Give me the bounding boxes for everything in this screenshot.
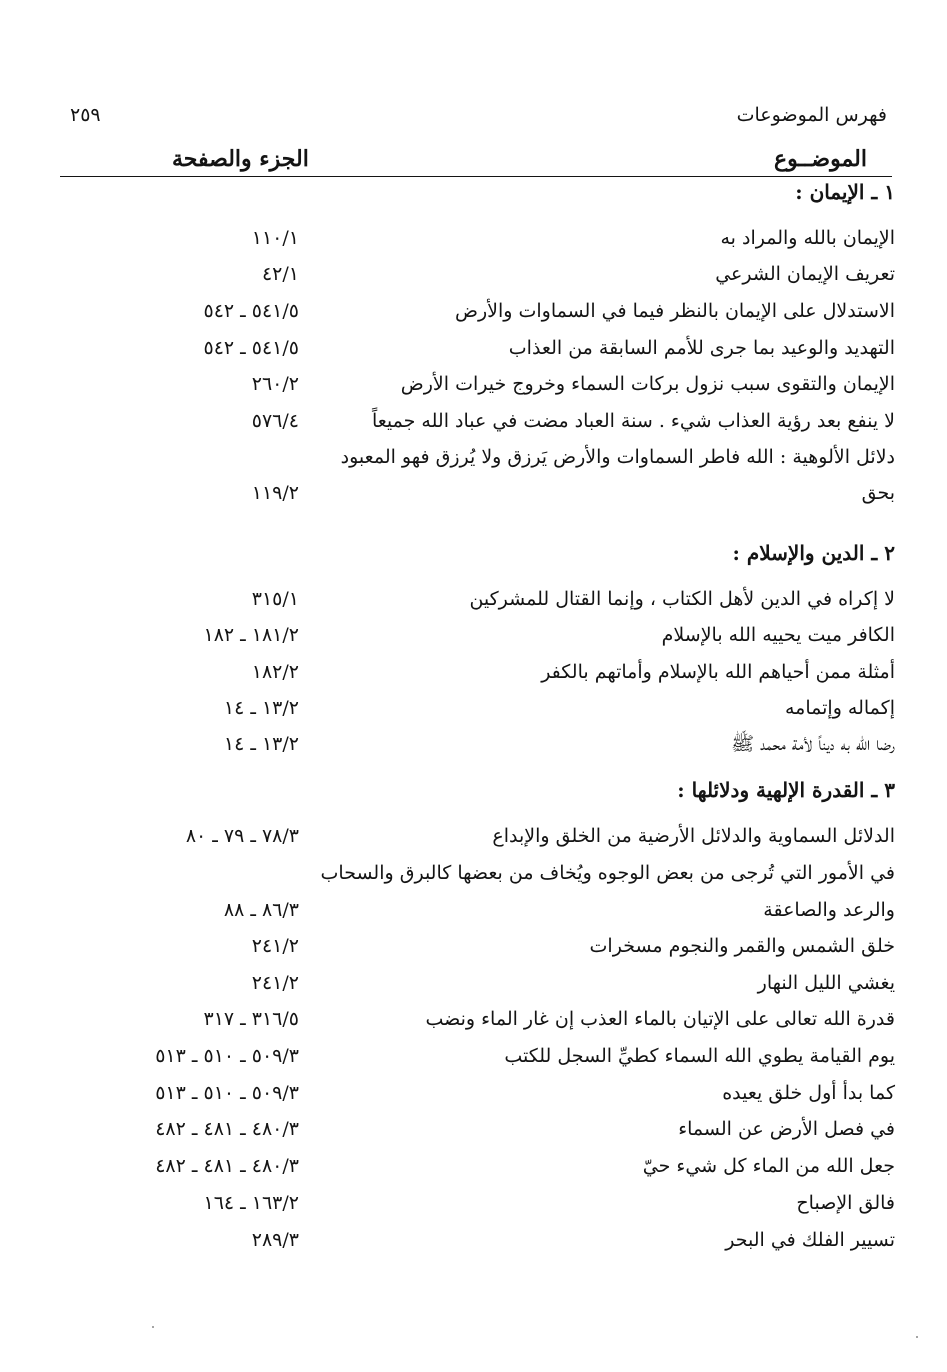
section-heading bbox=[0, 537, 947, 569]
entry-reference: ٤٨٠/٣ ـ ٤٨١ ـ ٤٨٢ bbox=[155, 1118, 299, 1140]
entry-topic: لا إكراه في الدين لأهل الكتاب ، وإنما القتال للمشركين bbox=[469, 588, 895, 610]
entry-reference: ٥٤١/٥ ـ ٥٤٢ bbox=[203, 337, 299, 359]
index-row bbox=[0, 477, 947, 509]
entry-topic: رضا الله به ديناً لأمة محمد ﷺ bbox=[731, 733, 895, 755]
section-title: ٣ ـ القدرة الإلهية ودلائلها : bbox=[677, 778, 895, 802]
index-row bbox=[0, 894, 947, 926]
entry-topic: يوم القيامة يطوي الله السماء كطيِّ السجل للكتب bbox=[504, 1045, 895, 1067]
entry-reference: ٥٠٩/٣ ـ ٥١٠ ـ ٥١٣ bbox=[155, 1082, 299, 1104]
index-row bbox=[0, 619, 947, 651]
entry-reference: ١٣/٢ ـ ١٤ bbox=[223, 697, 299, 719]
entry-topic: لا ينفع بعد رؤية العذاب شيء . سنة العباد مضت في عباد الله جميعاً bbox=[371, 410, 895, 432]
entry-topic: الإيمان بالله والمراد به bbox=[720, 227, 895, 249]
entry-topic: فالق الإصباح bbox=[796, 1192, 895, 1214]
running-title: فهرس الموضوعات bbox=[736, 104, 887, 126]
entry-reference: ٢٤١/٢ bbox=[251, 972, 299, 994]
scan-speck bbox=[916, 1336, 918, 1338]
entry-topic: بحق bbox=[861, 482, 895, 504]
entry-topic: الإيمان والتقوى سبب نزول بركات السماء وخروج خيرات الأرض bbox=[400, 373, 895, 395]
scan-speck bbox=[152, 1326, 154, 1328]
entry-topic: خلق الشمس والقمر والنجوم مسخرات bbox=[589, 935, 895, 957]
index-row bbox=[0, 692, 947, 724]
index-row bbox=[0, 583, 947, 615]
section-title: ١ ـ الإيمان : bbox=[795, 180, 895, 204]
index-row bbox=[0, 1077, 947, 1109]
index-row bbox=[0, 332, 947, 364]
entry-reference: ٧٨/٣ ـ ٧٩ ـ ٨٠ bbox=[185, 825, 299, 847]
entry-reference: ١١٩/٢ bbox=[251, 482, 299, 504]
column-header-topic: الموضــوع bbox=[774, 146, 867, 172]
index-row bbox=[0, 1113, 947, 1145]
entry-reference: ٥٧٦/٤ bbox=[251, 410, 299, 432]
entry-topic: أمثلة ممن أحياهم الله بالإسلام وأماتهم بالكفر bbox=[541, 661, 895, 683]
entry-topic: التهديد والوعيد بما جرى للأمم السابقة من العذاب bbox=[508, 337, 895, 359]
entry-topic: كما بدأ أول خلق يعيده bbox=[722, 1082, 895, 1104]
column-header-reference: الجزء والصفحة bbox=[172, 146, 309, 172]
index-row bbox=[0, 728, 947, 760]
index-row bbox=[0, 656, 947, 688]
index-row bbox=[0, 967, 947, 999]
entry-reference: ١٦٣/٢ ـ ١٦٤ bbox=[203, 1192, 299, 1214]
index-row bbox=[0, 295, 947, 327]
entry-topic: يغشي الليل النهار bbox=[757, 972, 895, 994]
entry-topic: إكماله وإتمامه bbox=[785, 697, 895, 719]
entry-reference: ٤٨٠/٣ ـ ٤٨١ ـ ٤٨٢ bbox=[155, 1155, 299, 1177]
entry-topic: في فصل الأرض عن السماء bbox=[678, 1118, 895, 1140]
index-row bbox=[0, 368, 947, 400]
entry-reference: ٥٤١/٥ ـ ٥٤٢ bbox=[203, 300, 299, 322]
entry-reference: ١٨١/٢ ـ ١٨٢ bbox=[203, 624, 299, 646]
entry-topic: جعل الله من الماء كل شيء حيّ bbox=[642, 1155, 895, 1177]
index-row bbox=[0, 258, 947, 290]
index-row bbox=[0, 405, 947, 437]
entry-reference: ٢٨٩/٣ bbox=[251, 1229, 299, 1251]
entry-topic: تسيير الفلك في البحر bbox=[725, 1229, 895, 1251]
entry-topic: تعريف الإيمان الشرعي bbox=[715, 263, 895, 285]
entry-topic: الاستدلال على الإيمان بالنظر فيما في السماوات والأرض bbox=[455, 300, 895, 322]
entry-reference: ١٣/٢ ـ ١٤ bbox=[223, 733, 299, 755]
entry-reference: ٣١٦/٥ ـ ٣١٧ bbox=[203, 1008, 299, 1030]
entry-reference: ١١٠/١ bbox=[251, 227, 299, 249]
page-number: ٢٥٩ bbox=[70, 104, 101, 126]
index-row bbox=[0, 222, 947, 254]
section-title: ٢ ـ الدين والإسلام : bbox=[732, 541, 895, 565]
entry-reference: ٢٦٠/٢ bbox=[251, 373, 299, 395]
index-row bbox=[0, 857, 947, 889]
entry-reference: ٥٠٩/٣ ـ ٥١٠ ـ ٥١٣ bbox=[155, 1045, 299, 1067]
index-row bbox=[0, 1003, 947, 1035]
entry-reference: ٨٦/٣ ـ ٨٨ bbox=[223, 899, 299, 921]
index-row bbox=[0, 1187, 947, 1219]
index-row bbox=[0, 820, 947, 852]
index-row bbox=[0, 1040, 947, 1072]
entry-reference: ٢٤١/٢ bbox=[251, 935, 299, 957]
entry-reference: ٤٢/١ bbox=[261, 263, 299, 285]
index-row bbox=[0, 441, 947, 473]
entry-reference: ١٨٢/٢ bbox=[251, 661, 299, 683]
entry-topic: والرعد والصاعقة bbox=[763, 899, 895, 921]
entry-topic: الكافر ميت يحييه الله بالإسلام bbox=[661, 624, 895, 646]
section-heading bbox=[0, 774, 947, 806]
index-row bbox=[0, 1150, 947, 1182]
section-heading bbox=[0, 176, 947, 208]
index-row bbox=[0, 1224, 947, 1256]
entry-topic: قدرة الله تعالى على الإتيان بالماء العذب إن غار الماء ونضب bbox=[425, 1008, 895, 1030]
entry-reference: ٣١٥/١ bbox=[251, 588, 299, 610]
index-row bbox=[0, 930, 947, 962]
entry-topic: في الأمور التي تُرجى من بعض الوجوه ويُخاف من بعضها كالبرق والسحاب bbox=[320, 862, 895, 884]
entry-topic: دلائل الألوهية : الله فاطر السماوات والأرض يَرزق ولا يُرزق فهو المعبود bbox=[340, 446, 895, 468]
entry-topic: الدلائل السماوية والدلائل الأرضية من الخلق والإبداع bbox=[492, 825, 895, 847]
